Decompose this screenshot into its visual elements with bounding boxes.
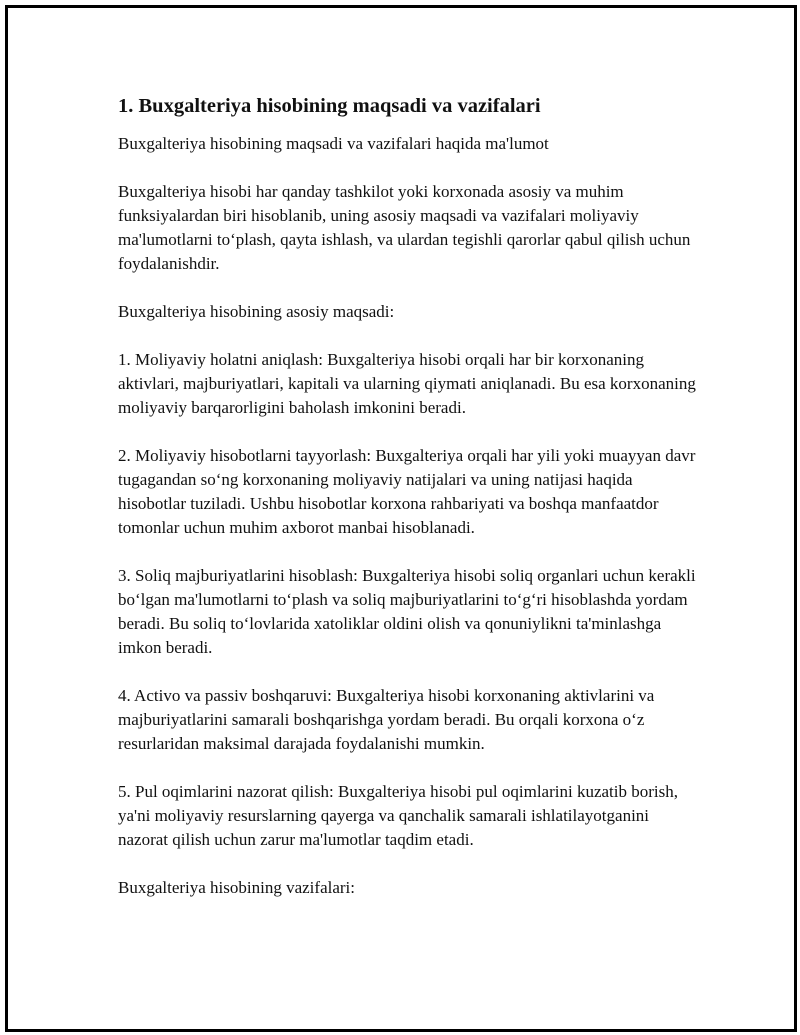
goal-item-2: 2. Moliyaviy hisobotlarni tayyorlash: Buxgalteriya orqali har yili yoki muayyan davr tugagandan so‘ng korxonaning moliyaviy natijalari va uning natijasi haqida hisobotlar tuziladi. Ushbu hisobotlar korxona rahbariyati va boshqa manfaatdor tomonlar uchun muhim axborot manbai hisoblanadi. <box>118 446 696 537</box>
document-body <box>118 93 698 924</box>
goals-heading-paragraph: Buxgalteriya hisobining asosiy maqsadi: <box>118 302 395 321</box>
document-title: 1. Buxgalteriya hisobining maqsadi va vazifalari <box>118 95 541 117</box>
goal-item-5: 5. Pul oqimlarini nazorat qilish: Buxgalteriya hisobi pul oqimlarini kuzatib borish, ya'ni moliyaviy resurslarning qayerga va qanchalik samarali ishlatilayotganini nazorat qilish uchun zarur ma'lumotlar taqdim etadi. <box>118 782 678 849</box>
tasks-heading-paragraph: Buxgalteriya hisobining vazifalari: <box>118 878 355 897</box>
goal-item-4: 4. Activo va passiv boshqaruvi: Buxgalteriya hisobi korxonaning aktivlarini va majburiyatlarini samarali boshqarishga yordam beradi. Bu orqali korxona o‘z resurlaridan maksimal darajada foydalanishi mumkin. <box>118 686 655 753</box>
goal-item-3: 3. Soliq majburiyatlarini hisoblash: Buxgalteriya hisobi soliq organlari uchun kerakli bo‘lgan ma'lumotlarni to‘plash va soliq majburiyatlarini to‘g‘ri hisoblashda yordam beradi. Bu soliq to‘lovlarida xatoliklar oldini olish va qonuniylikni ta'minlashga imkon beradi. <box>118 566 696 657</box>
intro-paragraph: Buxgalteriya hisobining maqsadi va vazifalari haqida ma'lumot <box>118 134 549 153</box>
overview-paragraph: Buxgalteriya hisobi har qanday tashkilot yoki korxonada asosiy va muhim funksiyalardan biri hisoblanib, uning asosiy maqsadi va vazifalari moliyaviy ma'lumotlarni to‘plash, qayta ishlash, va ulardan tegishli qarorlar qabul qilish uchun foydalanishdir. <box>118 182 691 273</box>
goal-item-1: 1. Moliyaviy holatni aniqlash: Buxgalteriya hisobi orqali har bir korxonaning aktivlari, majburiyatlari, kapitali va ularning qiymati aniqlanadi. Bu esa korxonaning moliyaviy barqarorligini baholash imkonini beradi. <box>118 350 696 417</box>
